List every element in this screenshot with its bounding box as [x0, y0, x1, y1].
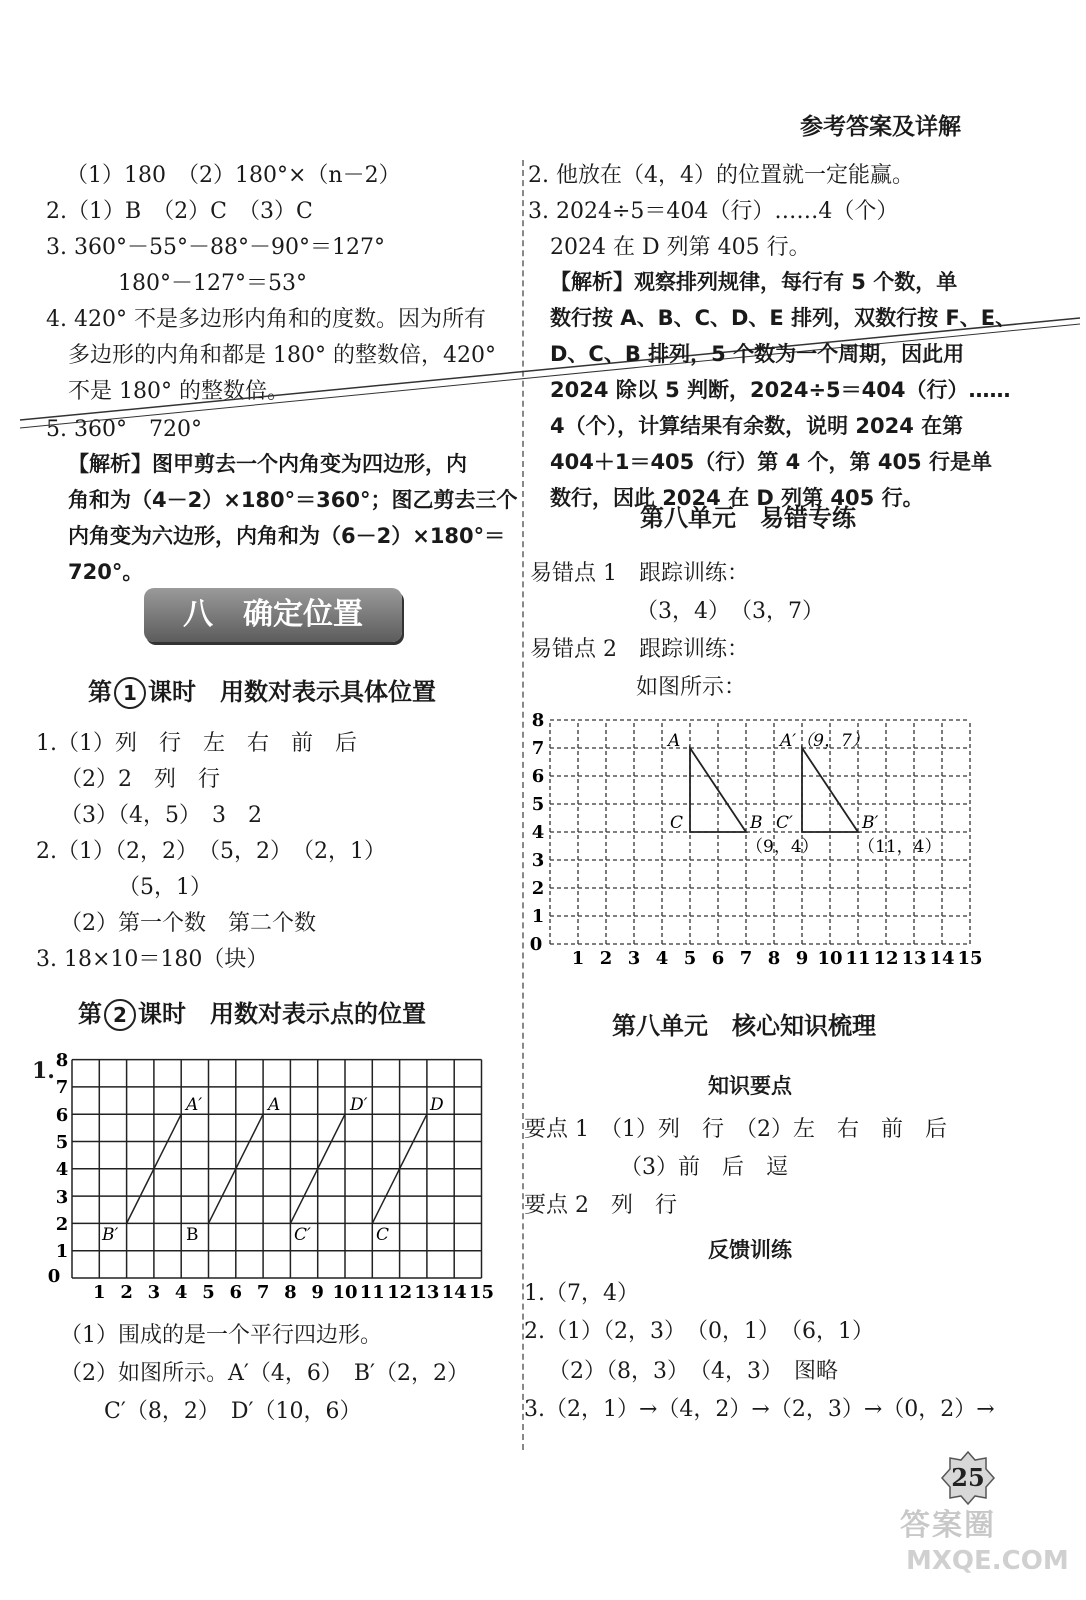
svg-text:7: 7	[256, 1282, 270, 1303]
errors-section-title: 第八单元 易错专练	[640, 504, 856, 532]
x-tick-labels	[93, 1282, 494, 1303]
svg-text:B: B	[750, 813, 763, 833]
lesson-1-title: 第 1 课时 用数对表示具体位置	[88, 672, 436, 709]
answer-line: 1.（7，4）	[524, 1281, 639, 1306]
svg-text:8: 8	[531, 710, 545, 731]
answer-line: 3.（2，1）→（4，2）→（2，3）→（0，2）→	[524, 1397, 995, 1422]
answer-line: C′（8，2） D′（10，6）	[104, 1399, 362, 1424]
point-labels	[666, 731, 941, 857]
analysis-line: 【解析】观察排列规律，每行有 5 个数，单	[550, 270, 958, 294]
svg-text:4: 4	[655, 948, 669, 969]
y-tick-labels	[48, 1050, 69, 1287]
svg-text:4: 4	[531, 822, 545, 843]
answer-line: 5. 360° 720°	[46, 417, 202, 442]
svg-text:13: 13	[414, 1282, 440, 1303]
answer-line: （2）（8，3） （4，3） 图略	[548, 1359, 838, 1384]
answer-line: 2.（1）（2，3） （0，1） （6，1）	[524, 1319, 874, 1344]
svg-text:0: 0	[47, 1266, 61, 1287]
answer-line: 2.（1）（2，2） （5，2） （2，1）	[36, 839, 386, 864]
feedback-title: 反馈训练	[708, 1238, 792, 1262]
unit-banner: 八 确定位置	[144, 588, 402, 642]
svg-text:7: 7	[55, 1077, 69, 1098]
svg-text:1: 1	[571, 948, 585, 969]
svg-text:3: 3	[55, 1187, 69, 1208]
answer-line: 不是 180° 的整数倍。	[68, 379, 289, 404]
svg-text:12: 12	[387, 1282, 413, 1303]
svg-text:2: 2	[55, 1214, 69, 1235]
svg-text:1: 1	[55, 1241, 69, 1262]
svg-text:A: A	[668, 731, 681, 751]
x-tick-labels	[572, 948, 983, 969]
svg-text:11: 11	[845, 948, 871, 969]
answer-line: （2）2 列 行	[60, 767, 220, 792]
answer-line: 180°－127°＝53°	[118, 271, 307, 296]
svg-text:5: 5	[202, 1282, 215, 1303]
analysis-line: 内角变为六边形，内角和为（6－2）×180°＝	[68, 524, 506, 548]
svg-text:A′（9，7）: A′（9，7）	[780, 731, 869, 751]
svg-text:8: 8	[284, 1282, 297, 1303]
left-coordinate-grid	[40, 1048, 500, 1308]
question-label: 1.	[32, 1058, 55, 1084]
svg-text:14: 14	[441, 1282, 467, 1303]
right-coordinate-grid	[520, 708, 990, 978]
svg-text:2: 2	[531, 878, 545, 899]
answer-line: （3）前 后 逗	[620, 1155, 788, 1180]
y-tick-labels	[530, 710, 545, 955]
svg-text:A: A	[268, 1095, 281, 1115]
lesson-number-circle: 2	[104, 999, 136, 1031]
svg-text:15: 15	[468, 1282, 495, 1303]
watermark-url: MXQE.COM	[906, 1546, 1069, 1576]
page-header-title: 参考答案及详解	[800, 114, 961, 140]
svg-text:6: 6	[711, 948, 725, 969]
svg-text:13: 13	[901, 948, 927, 969]
svg-text:C′: C′	[776, 813, 793, 833]
svg-text:8: 8	[55, 1050, 69, 1071]
answer-line: 2.（1）B （2）C （3）C	[46, 199, 313, 224]
svg-text:9: 9	[311, 1282, 324, 1303]
watermark-logo: 答案圈	[900, 1508, 996, 1543]
answer-line: 1.（1）列 行 左 右 前 后	[36, 731, 357, 756]
svg-text:12: 12	[873, 948, 899, 969]
analysis-line: 2024 除以 5 判断，2024÷5＝404（行）……	[550, 378, 1011, 402]
svg-text:B: B	[186, 1225, 199, 1245]
analysis-line: 数行，因此 2024 在 D 列第 405 行。	[550, 486, 924, 510]
analysis-line: 404＋1＝405（行）第 4 个，第 405 行是单	[550, 450, 992, 474]
analysis-line: 数行按 A、B、C、D、E 排列，双数行按 F、E、	[550, 306, 1017, 330]
svg-text:C: C	[376, 1225, 390, 1245]
svg-text:D′: D′	[350, 1095, 368, 1115]
svg-text:7: 7	[531, 738, 545, 759]
answer-line: 易错点 2 跟踪训练：	[530, 637, 749, 662]
answer-line: （1）围成的是一个平行四边形。	[60, 1323, 382, 1348]
svg-text:6: 6	[229, 1282, 243, 1303]
page-number-badge	[940, 1450, 996, 1506]
answer-line: 多边形的内角和都是 180° 的整数倍，420°	[68, 343, 496, 368]
svg-text:0: 0	[529, 934, 543, 955]
answer-line: 要点 2 列 行	[524, 1193, 677, 1218]
analysis-line: 4（个），计算结果有余数，说明 2024 在第	[550, 414, 964, 438]
analysis-line: 角和为（4－2）×180°＝360°；图乙剪去三个	[68, 488, 518, 512]
analysis-line: 720°。	[68, 560, 144, 584]
svg-text:5: 5	[683, 948, 697, 969]
svg-text:（9，4）: （9，4）	[746, 837, 819, 857]
answer-line: （5，1）	[118, 875, 212, 900]
svg-text:B′: B′	[102, 1225, 119, 1245]
svg-text:5: 5	[55, 1132, 69, 1153]
review-section-title: 第八单元 核心知识梳理	[612, 1012, 876, 1040]
svg-text:10: 10	[332, 1282, 358, 1303]
answer-line: 3. 360°－55°－88°－90°＝127°	[46, 235, 385, 260]
svg-text:11: 11	[359, 1282, 385, 1303]
grid-lines	[72, 1060, 482, 1278]
analysis-line: D、C、B 排列，5 个数为一个周期，因此用	[550, 342, 965, 366]
svg-text:B′: B′	[862, 813, 879, 833]
svg-text:3: 3	[627, 948, 641, 969]
answer-line: （1）180 （2）180°×（n－2）	[66, 163, 401, 188]
svg-text:5: 5	[531, 794, 545, 815]
svg-text:8: 8	[767, 948, 781, 969]
point-labels	[101, 1095, 444, 1245]
answer-line: （2）第一个数 第二个数	[60, 911, 316, 936]
svg-text:C: C	[670, 813, 684, 833]
svg-text:9: 9	[795, 948, 809, 969]
answer-line: 易错点 1 跟踪训练：	[530, 561, 749, 586]
lesson-number-circle: 1	[114, 677, 146, 709]
answer-line: 4. 420° 不是多边形内角和的度数。因为所有	[46, 307, 486, 332]
svg-text:2: 2	[120, 1282, 133, 1303]
svg-text:15: 15	[957, 948, 983, 969]
answer-line: 2024 在 D 列第 405 行。	[550, 235, 811, 260]
answer-line: 如图所示：	[636, 675, 747, 700]
analysis-line: 【解析】图甲剪去一个内角变为四边形，内	[68, 452, 467, 476]
answer-line: 3. 18×10＝180（块）	[36, 947, 269, 972]
svg-text:（11，4）: （11，4）	[858, 837, 942, 857]
svg-text:14: 14	[929, 948, 955, 969]
svg-text:D: D	[430, 1095, 444, 1115]
svg-text:1: 1	[531, 906, 545, 927]
svg-text:3: 3	[531, 850, 545, 871]
answer-line: 要点 1 （1）列 行 （2）左 右 前 后	[524, 1117, 947, 1142]
answer-line: 3. 2024÷5＝404（行）……4（个）	[528, 199, 899, 224]
svg-text:6: 6	[55, 1105, 69, 1126]
svg-text:4: 4	[55, 1159, 69, 1180]
svg-text:4: 4	[174, 1282, 188, 1303]
svg-text:7: 7	[739, 948, 753, 969]
lesson-2-title: 第 2 课时 用数对表示点的位置	[78, 994, 426, 1031]
svg-text:2: 2	[599, 948, 613, 969]
key-points-title: 知识要点	[708, 1074, 792, 1098]
svg-text:C′: C′	[294, 1225, 311, 1245]
svg-text:10: 10	[817, 948, 843, 969]
answer-line: （3，4） （3，7）	[636, 599, 824, 624]
svg-text:3: 3	[147, 1282, 161, 1303]
svg-text:1: 1	[93, 1282, 106, 1303]
svg-text:25: 25	[951, 1463, 985, 1492]
svg-text:A′: A′	[186, 1095, 203, 1115]
answer-line: （3）（4，5） 3 2	[60, 803, 262, 828]
answer-line: （2）如图所示。A′（4，6） B′（2，2）	[60, 1361, 470, 1386]
svg-text:6: 6	[531, 766, 545, 787]
answer-line: 2. 他放在（4，4）的位置就一定能赢。	[528, 163, 914, 188]
